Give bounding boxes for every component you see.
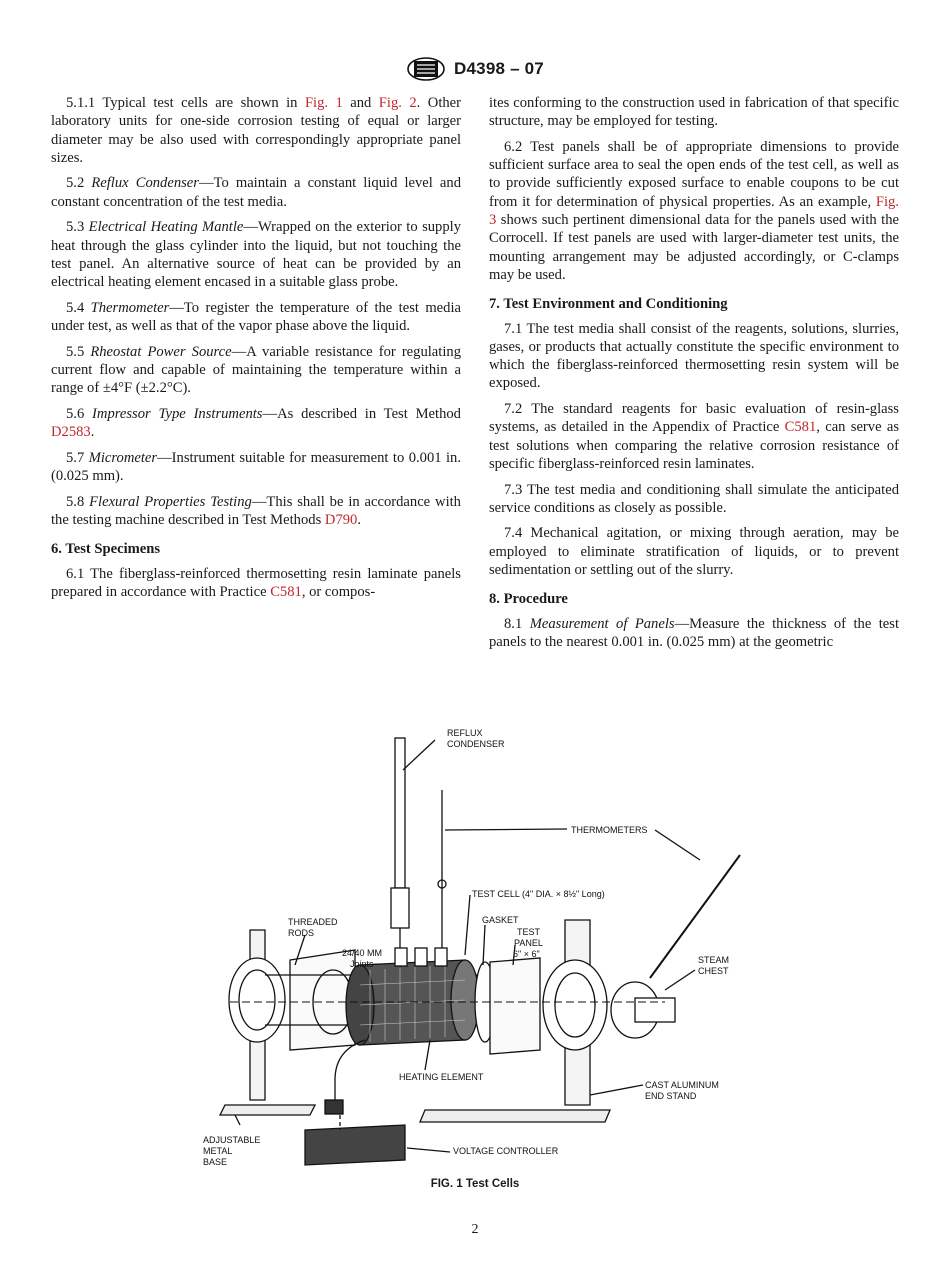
d790-link[interactable]: D790 bbox=[324, 512, 358, 529]
section-6-heading: 6. Test Specimens bbox=[51, 541, 161, 558]
label-voltage: VOLTAGE CONTROLLER bbox=[453, 1146, 559, 1156]
c581-link-2[interactable]: C581 bbox=[784, 419, 817, 436]
figure-caption: FIG. 1 Test Cells bbox=[430, 1178, 520, 1190]
paragraph-7-2: 7.2 The standard reagents for basic evaluation of resin-glass systems, as detailed in the Appendix of Practice C581, can serve as test solutions when comparing the relative corrosion resistance of specific fiberglass-reinforced resin laminates. bbox=[489, 401, 900, 472]
label-reflux-1: REFLUX bbox=[447, 728, 483, 738]
paragraph-5-5: 5.5 Rheostat Power Source—A variable resistance for regulating current flow and capable of maintaining the temperature within a range of ±4°F (±2.2°C). bbox=[51, 343, 461, 397]
label-steam-1: STEAM bbox=[698, 955, 730, 965]
page-header bbox=[0, 56, 950, 82]
label-threaded-2: RODS bbox=[288, 928, 315, 938]
paragraph-5-4: 5.4 Thermometer—To register the temperature of the test media under test, as well as that of the vapor phase above the liquid. bbox=[51, 299, 461, 335]
paragraph-5-2: 5.2 Reflux Condenser—To maintain a constant liquid level and constant concentration of the test media. bbox=[51, 175, 461, 210]
label-adjustable-3: BASE bbox=[203, 1157, 228, 1167]
label-test-panel-1: TEST bbox=[517, 927, 541, 937]
fig-3-link[interactable]: Fig. 3 bbox=[489, 193, 899, 229]
page-number: 2 bbox=[471, 1222, 479, 1237]
paragraph-8-1: 8.1 Measurement of Panels—Measure the thickness of the test panels to the nearest 0.001 in. (0.025 mm) at the geometric bbox=[489, 615, 900, 650]
label-heating: HEATING ELEMENT bbox=[399, 1072, 484, 1082]
right-column bbox=[489, 94, 899, 659]
paragraph-5-8: 5.8 Flexural Properties Testing—This shall be in accordance with the testing machine described in Test Methods D790. bbox=[51, 493, 461, 529]
label-reflux-2: CONDENSER bbox=[447, 739, 505, 749]
label-thermometers: THERMOMETERS bbox=[571, 825, 648, 835]
document-id: D4398 – 07 bbox=[454, 59, 544, 78]
c581-link[interactable]: C581 bbox=[270, 583, 302, 600]
section-7-heading: 7. Test Environment and Conditioning bbox=[489, 296, 728, 313]
fig-2-link[interactable]: Fig. 2 bbox=[378, 95, 417, 111]
paragraph-7-4: 7.4 Mechanical agitation, or mixing through aeration, may be employed to eliminate stratification of liquids, or to prevent sedimentation or settling out of the slurry. bbox=[489, 525, 899, 579]
astm-logo-icon bbox=[406, 56, 446, 82]
label-threaded-1: THREADED bbox=[288, 917, 338, 927]
paragraph-6-1-continued: ites conforming to the construction used in fabrication of that specific structure, may be employed for testing. bbox=[489, 95, 899, 130]
paragraph-7-3: 7.3 The test media and conditioning shall simulate the anticipated service conditions as closely as possible. bbox=[489, 481, 899, 516]
label-adjustable-2: METAL bbox=[203, 1146, 233, 1156]
paragraph-7-1: 7.1 The test media shall consist of the reagents, solutions, slurries, gases, or products that actually constitute the specific environment to which the fiberglass-reinforced thermosetting resin system will be exposed. bbox=[489, 320, 899, 392]
paragraph-5-7: 5.7 Micrometer—Instrument suitable for measurement to 0.001 in. (0.025 mm). bbox=[51, 449, 461, 485]
label-joints-2: Joints bbox=[350, 959, 374, 969]
label-joints-1: 24/40 MM bbox=[342, 948, 383, 958]
fig-1-link[interactable]: Fig. 1 bbox=[304, 95, 343, 111]
section-8-heading: 8. Procedure bbox=[489, 591, 568, 608]
test-cells-figure bbox=[195, 720, 755, 1170]
label-test-panel-3: 6" × 6" bbox=[513, 949, 540, 959]
label-cast-1: CAST ALUMINUM bbox=[645, 1080, 719, 1090]
paragraph-5-1-1: 5.1.1 Typical test cells are shown in Fig. 1 and Fig. 2. Other laboratory units for one-side corrosion testing of equal or larger diameter may be also used with correspondingly appropriate panel sizes. bbox=[51, 95, 462, 166]
label-steam-2: CHEST bbox=[698, 966, 729, 976]
label-test-panel-2: PANEL bbox=[514, 938, 543, 948]
label-cast-2: END STAND bbox=[645, 1091, 697, 1101]
paragraph-5-6: 5.6 Impressor Type Instruments—As described in Test Method D2583. bbox=[51, 405, 461, 441]
paragraph-6-1: 6.1 The fiberglass-reinforced thermosetting resin laminate panels prepared in accordance with Practice C581, or compos- bbox=[51, 565, 461, 600]
left-column bbox=[51, 94, 461, 609]
label-adjustable-1: ADJUSTABLE bbox=[203, 1135, 261, 1145]
label-gasket: GASKET bbox=[482, 915, 519, 925]
paragraph-6-2: 6.2 Test panels shall be of appropriate dimensions to provide sufficient surface area to seal the open ends of the test cell, as well as to provide sufficiently exposed surface to enable coupons to be cut from it for determination of physical properties. As an example, Fig. 3 shows such pertinent dimensional data for the panels used with the Corrocell. If test panels are used with larger-diameter test units, the mounting arrangement may be adjusted accordingly, or C-clamps may be used. bbox=[489, 138, 899, 283]
paragraph-5-3: 5.3 Electrical Heating Mantle—Wrapped on the exterior to supply heat through the glass cylinder into the liquid, but not touching the test panel. An alternative source of heat can be provided by an electrical heating element encased in a suitable glass probe. bbox=[51, 219, 461, 291]
d2583-link[interactable]: D2583 bbox=[51, 424, 91, 441]
label-test-cell: TEST CELL (4" DIA. × 8½" Long) bbox=[472, 889, 605, 899]
